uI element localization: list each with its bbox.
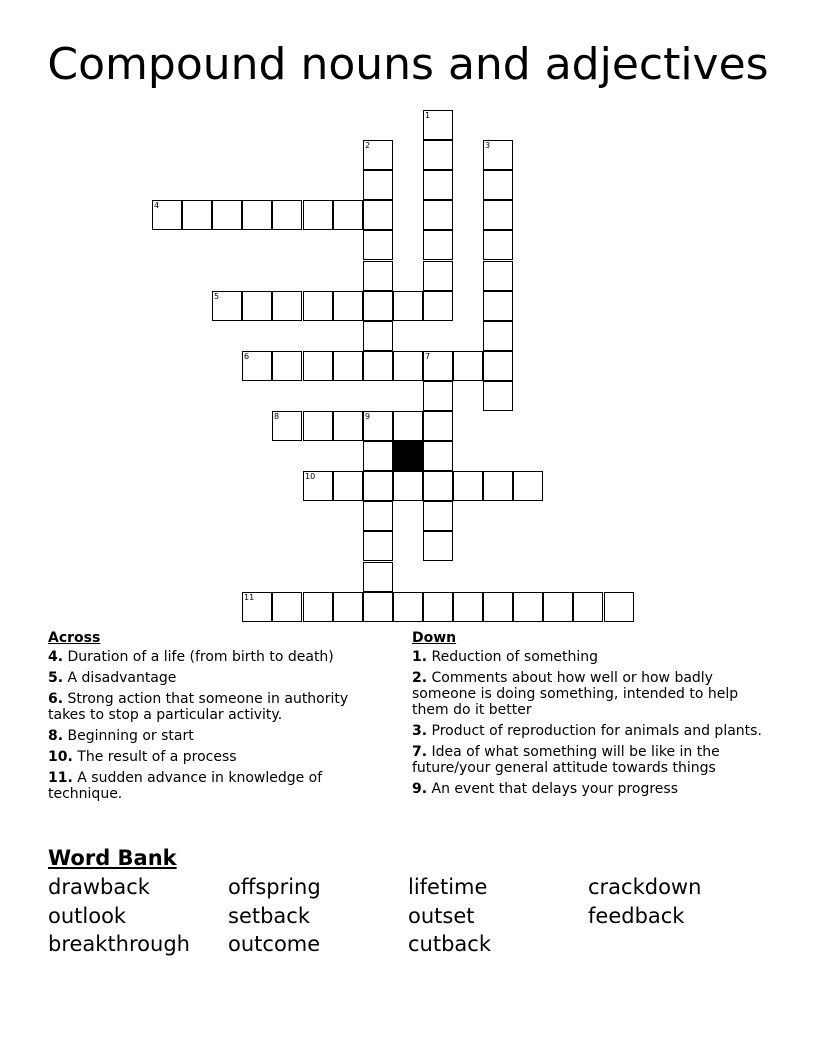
- clue-number-label: 7: [425, 352, 431, 361]
- grid-cell[interactable]: [393, 351, 423, 381]
- grid-cell[interactable]: [423, 110, 453, 140]
- grid-cell[interactable]: [303, 411, 333, 441]
- word-bank-word: outlook: [48, 904, 127, 928]
- grid-cell[interactable]: [303, 351, 333, 381]
- grid-cell[interactable]: [423, 531, 453, 561]
- grid-cell[interactable]: [333, 471, 363, 501]
- word-bank-word: offspring: [228, 875, 321, 899]
- down-heading: Down: [412, 630, 457, 646]
- grid-cell[interactable]: [453, 592, 483, 622]
- grid-cell[interactable]: [483, 592, 513, 622]
- grid-cell[interactable]: [363, 531, 393, 561]
- grid-cell[interactable]: [363, 230, 393, 260]
- grid-cell[interactable]: [272, 592, 302, 622]
- clue-number: 3.: [412, 723, 428, 739]
- clue-text: A disadvantage: [67, 670, 177, 686]
- clue-text: Duration of a life (from birth to death): [67, 649, 334, 665]
- grid-cell[interactable]: [483, 381, 513, 411]
- grid-cell[interactable]: [242, 200, 272, 230]
- clue-number: 6.: [48, 691, 64, 707]
- clue-number: 10.: [48, 749, 73, 765]
- grid-cell[interactable]: [483, 200, 513, 230]
- grid-cell[interactable]: [573, 592, 603, 622]
- grid-cell[interactable]: [152, 200, 182, 230]
- clue-text: Reduction of something: [431, 649, 599, 665]
- grid-cell[interactable]: [363, 291, 393, 321]
- grid-cell[interactable]: [363, 471, 393, 501]
- grid-cell[interactable]: [363, 200, 393, 230]
- grid-cell[interactable]: [272, 351, 302, 381]
- grid-cell[interactable]: [423, 501, 453, 531]
- grid-cell[interactable]: [513, 471, 543, 501]
- clue-number-label: 4: [154, 201, 160, 210]
- word-bank-title: Word Bank: [48, 846, 177, 870]
- word-bank-word: breakthrough: [48, 932, 190, 956]
- clue-number-label: 10: [305, 472, 316, 481]
- down-clue: [412, 670, 770, 718]
- black-square: [393, 441, 423, 471]
- grid-cell[interactable]: [393, 411, 423, 441]
- grid-cell[interactable]: [272, 200, 302, 230]
- clue-text: Product of reproduction for animals and plants.: [431, 723, 762, 739]
- grid-cell[interactable]: [423, 471, 453, 501]
- grid-cell[interactable]: [363, 261, 393, 291]
- puzzle-title: Compound nouns and adjectives: [47, 39, 769, 90]
- grid-cell[interactable]: [333, 200, 363, 230]
- grid-cell[interactable]: [303, 200, 333, 230]
- clue-text: Beginning or start: [67, 728, 194, 744]
- word-bank-word: outset: [408, 904, 475, 928]
- grid-cell[interactable]: [423, 261, 453, 291]
- down-clue: [412, 781, 770, 797]
- across-clue: [48, 670, 388, 686]
- grid-cell[interactable]: [393, 291, 423, 321]
- across-clues: [48, 630, 388, 807]
- clue-number: 11.: [48, 770, 73, 786]
- clue-number-label: 6: [244, 352, 250, 361]
- grid-cell[interactable]: [423, 592, 453, 622]
- grid-cell[interactable]: [303, 291, 333, 321]
- across-clue: [48, 728, 388, 744]
- grid-cell[interactable]: [483, 321, 513, 351]
- clue-text: Strong action that someone in authority takes to stop a particular activity.: [48, 691, 349, 723]
- grid-cell[interactable]: [483, 230, 513, 260]
- grid-cell[interactable]: [483, 291, 513, 321]
- clue-number-label: 1: [425, 111, 431, 120]
- clue-text: The result of a process: [77, 749, 237, 765]
- word-bank-word: setback: [228, 904, 311, 928]
- grid-cell[interactable]: [363, 441, 393, 471]
- grid-cell[interactable]: [333, 592, 363, 622]
- across-clue: [48, 770, 388, 802]
- grid-cell[interactable]: [363, 592, 393, 622]
- clue-number: 9.: [412, 781, 428, 797]
- clue-number-label: 3: [485, 141, 491, 150]
- grid-cell[interactable]: [604, 592, 634, 622]
- grid-cell[interactable]: [363, 170, 393, 200]
- clue-number: 7.: [412, 744, 428, 760]
- grid-cell[interactable]: [242, 291, 272, 321]
- grid-cell[interactable]: [423, 200, 453, 230]
- grid-cell[interactable]: [363, 411, 393, 441]
- grid-cell[interactable]: [423, 140, 453, 170]
- grid-cell[interactable]: [483, 140, 513, 170]
- word-bank-word: crackdown: [588, 875, 702, 899]
- down-clue: [412, 744, 770, 776]
- grid-cell[interactable]: [483, 351, 513, 381]
- clue-number: 5.: [48, 670, 64, 686]
- grid-cell[interactable]: [423, 411, 453, 441]
- clue-number: 8.: [48, 728, 64, 744]
- clue-number: 2.: [412, 670, 428, 686]
- clue-text: Comments about how well or how badly someone is doing something, intended to help them do it better: [412, 670, 739, 718]
- word-bank-word: feedback: [588, 904, 685, 928]
- grid-cell[interactable]: [272, 411, 302, 441]
- down-clues: [412, 630, 770, 802]
- grid-cell[interactable]: [483, 170, 513, 200]
- grid-cell[interactable]: [483, 261, 513, 291]
- grid-cell[interactable]: [272, 291, 302, 321]
- grid-cell[interactable]: [333, 291, 363, 321]
- word-bank-word: outcome: [228, 932, 321, 956]
- down-clue: [412, 723, 770, 739]
- down-clue: [412, 649, 770, 665]
- grid-cell[interactable]: [513, 592, 543, 622]
- clue-text: An event that delays your progress: [431, 781, 678, 797]
- grid-cell[interactable]: [363, 351, 393, 381]
- grid-cell[interactable]: [423, 170, 453, 200]
- across-heading: Across: [48, 630, 101, 646]
- grid-cell[interactable]: [363, 321, 393, 351]
- clue-number: 1.: [412, 649, 428, 665]
- clue-text: Idea of what something will be like in the future/your general attitude towards things: [412, 744, 720, 776]
- grid-cell[interactable]: [242, 351, 272, 381]
- grid-cell[interactable]: [363, 562, 393, 592]
- grid-cell[interactable]: [453, 351, 483, 381]
- grid-cell[interactable]: [333, 351, 363, 381]
- grid-cell[interactable]: [363, 140, 393, 170]
- clue-number-label: 8: [274, 412, 280, 421]
- grid-cell[interactable]: [303, 592, 333, 622]
- grid-cell[interactable]: [423, 230, 453, 260]
- word-bank-word: cutback: [408, 932, 491, 956]
- grid-cell[interactable]: [543, 592, 573, 622]
- clue-number-label: 11: [244, 593, 255, 602]
- clue-text: A sudden advance in knowledge of technique.: [48, 770, 323, 802]
- clue-number-label: 9: [365, 412, 371, 421]
- clue-number-label: 2: [365, 141, 371, 150]
- clue-number: 4.: [48, 649, 64, 665]
- grid-cell[interactable]: [182, 200, 212, 230]
- grid-cell[interactable]: [393, 592, 423, 622]
- grid-cell[interactable]: [363, 501, 393, 531]
- grid-cell[interactable]: [423, 441, 453, 471]
- grid-cell[interactable]: [423, 291, 453, 321]
- grid-cell[interactable]: [423, 381, 453, 411]
- grid-cell[interactable]: [483, 471, 513, 501]
- grid-cell[interactable]: [393, 471, 423, 501]
- grid-cell[interactable]: [242, 592, 272, 622]
- across-clue: [48, 649, 388, 665]
- grid-cell[interactable]: [423, 351, 453, 381]
- clue-number-label: 5: [214, 292, 220, 301]
- word-bank-word: lifetime: [408, 875, 488, 899]
- across-clue: [48, 691, 388, 723]
- grid-cell[interactable]: [303, 471, 333, 501]
- grid-cell[interactable]: [212, 200, 242, 230]
- grid-cell[interactable]: [453, 471, 483, 501]
- grid-cell[interactable]: [212, 291, 242, 321]
- across-clue: [48, 749, 388, 765]
- grid-cell[interactable]: [333, 411, 363, 441]
- word-bank-word: drawback: [48, 875, 150, 899]
